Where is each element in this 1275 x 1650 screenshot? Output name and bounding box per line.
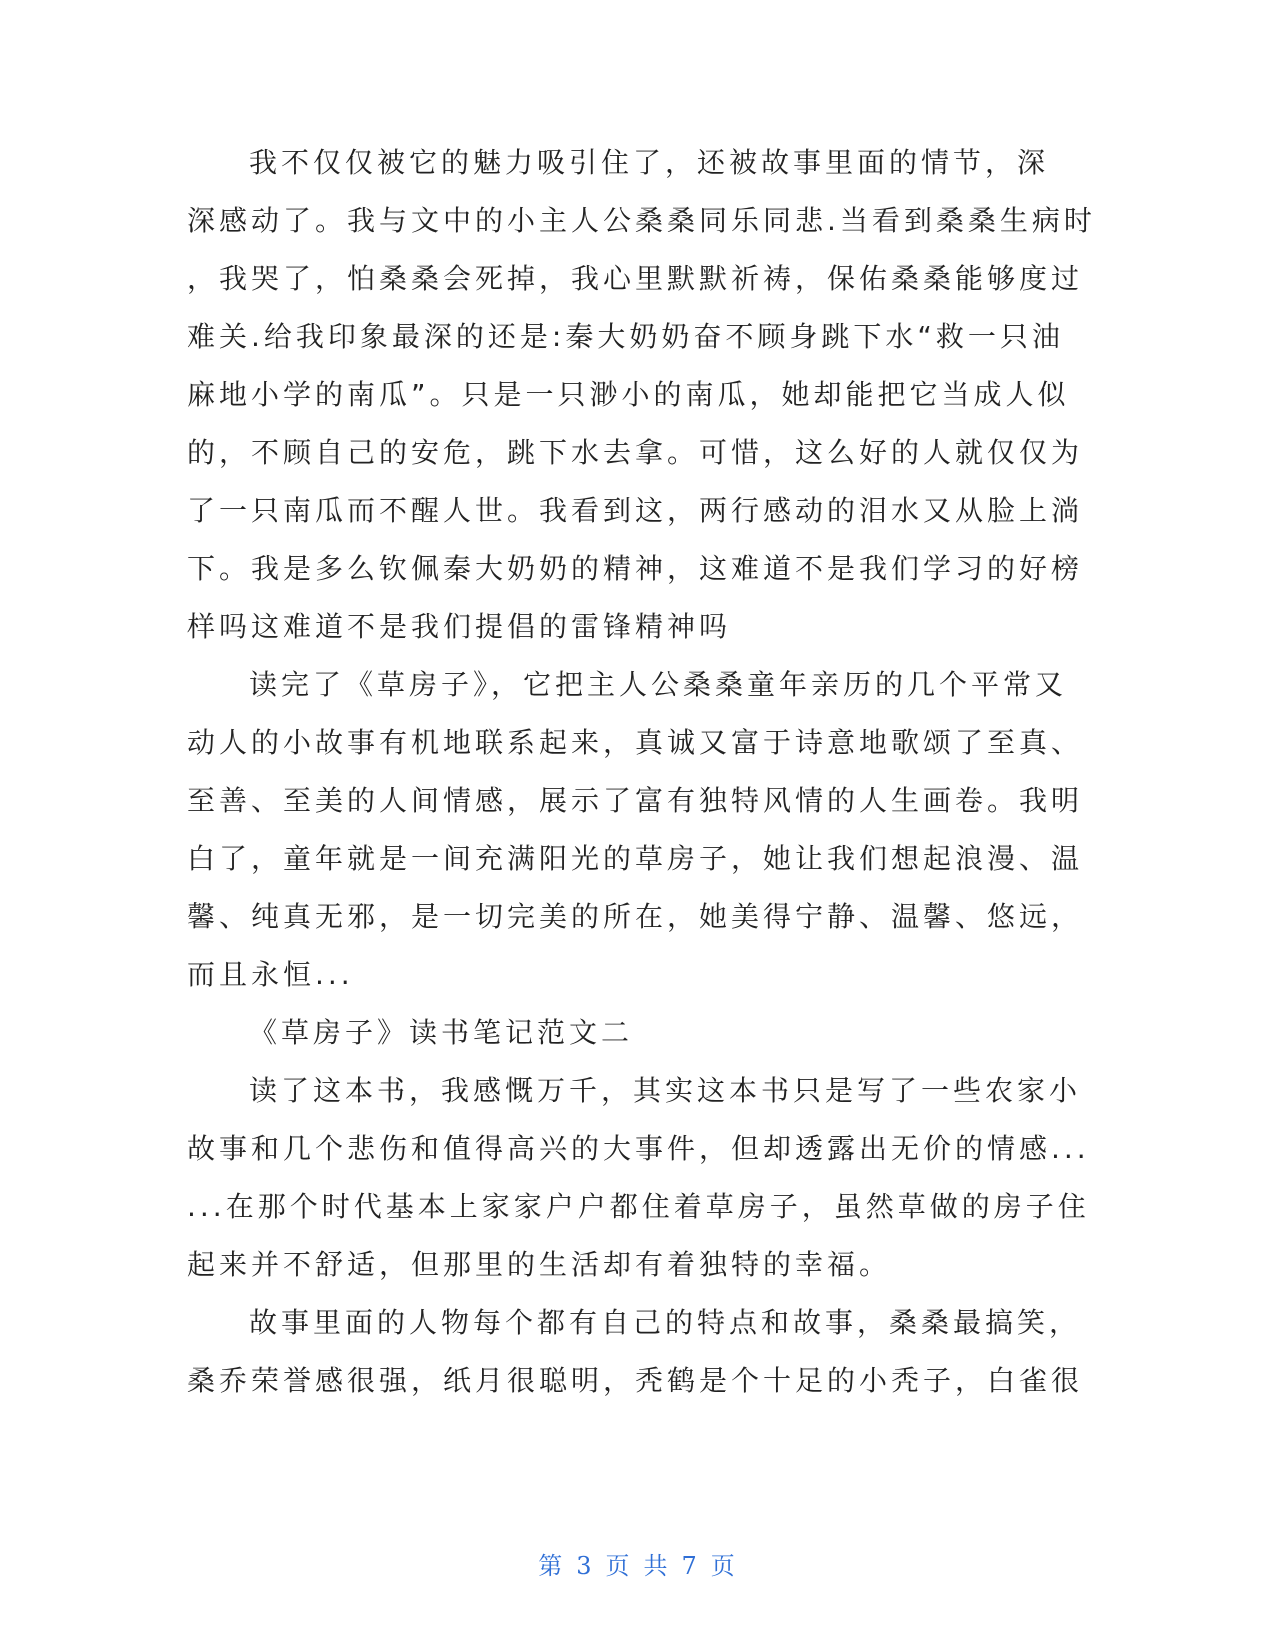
text-line: 白了，童年就是一间充满阳光的草房子，她让我们想起浪漫、温 — [187, 842, 1084, 875]
text-line: 读了这本书，我感慨万千，其实这本书只是写了一些农家小 — [249, 1074, 1082, 1107]
text-line: 了一只南瓜而不醒人世。我看到这，两行感动的泪水又从脸上淌 — [187, 494, 1084, 527]
page-footer — [0, 1546, 1275, 1581]
footer-label-page-unit: 页 — [605, 1552, 632, 1580]
text-line: 样吗这难道不是我们提倡的雷锋精神吗 — [187, 610, 732, 643]
text-line: 下。我是多么钦佩秦大奶奶的精神，这难道不是我们学习的好榜 — [187, 552, 1084, 585]
text-line: 难关.给我印象最深的还是:秦大奶奶奋不顾身跳下水“救一只油 — [187, 320, 1064, 353]
text-line: 的，不顾自己的安危，跳下水去拿。可惜，这么好的人就仅仅为 — [187, 436, 1084, 469]
text-line: ...在那个时代基本上家家户户都住着草房子，虽然草做的房子住 — [187, 1190, 1090, 1223]
text-line: 读完了《草房子》，它把主人公桑桑童年亲历的几个平常又 — [249, 668, 1068, 701]
text-line: 馨、纯真无邪，是一切完美的所在，她美得宁静、温馨、悠远， — [187, 900, 1084, 933]
text-line: 桑乔荣誉感很强，纸月很聪明，秃鹤是个十足的小秃子，白雀很 — [187, 1364, 1084, 1397]
text-line: 动人的小故事有机地联系起来，真诚又富于诗意地歌颂了至真、 — [187, 726, 1084, 759]
text-line: 而且永恒... — [187, 958, 354, 991]
text-line: 故事和几个悲伤和值得高兴的大事件，但却透露出无价的情感... — [187, 1132, 1090, 1165]
footer-label-total: 共 — [643, 1552, 670, 1580]
text-line: 故事里面的人物每个都有自己的特点和故事，桑桑最搞笑， — [249, 1306, 1082, 1339]
footer-label-total-unit: 页 — [710, 1552, 737, 1580]
text-line: 麻地小学的南瓜”。只是一只渺小的南瓜，她却能把它当成人似 — [187, 378, 1070, 411]
text-line: ，我哭了，怕桑桑会死掉，我心里默默祈祷，保佑桑桑能够度过 — [187, 262, 1084, 295]
footer-total-pages: 7 — [681, 1552, 699, 1580]
section-heading: 《草房子》读书笔记范文二 — [249, 1016, 634, 1049]
text-line: 至善、至美的人间情感，展示了富有独特风情的人生画卷。我明 — [187, 784, 1084, 817]
text-line: 深感动了。我与文中的小主人公桑桑同乐同悲.当看到桑桑生病时 — [187, 204, 1096, 237]
text-line: 我不仅仅被它的魅力吸引住了，还被故事里面的情节，深 — [249, 146, 1050, 179]
footer-current-page: 3 — [576, 1552, 594, 1580]
text-line: 起来并不舒适，但那里的生活却有着独特的幸福。 — [187, 1248, 892, 1281]
footer-label-page: 第 — [538, 1552, 565, 1580]
